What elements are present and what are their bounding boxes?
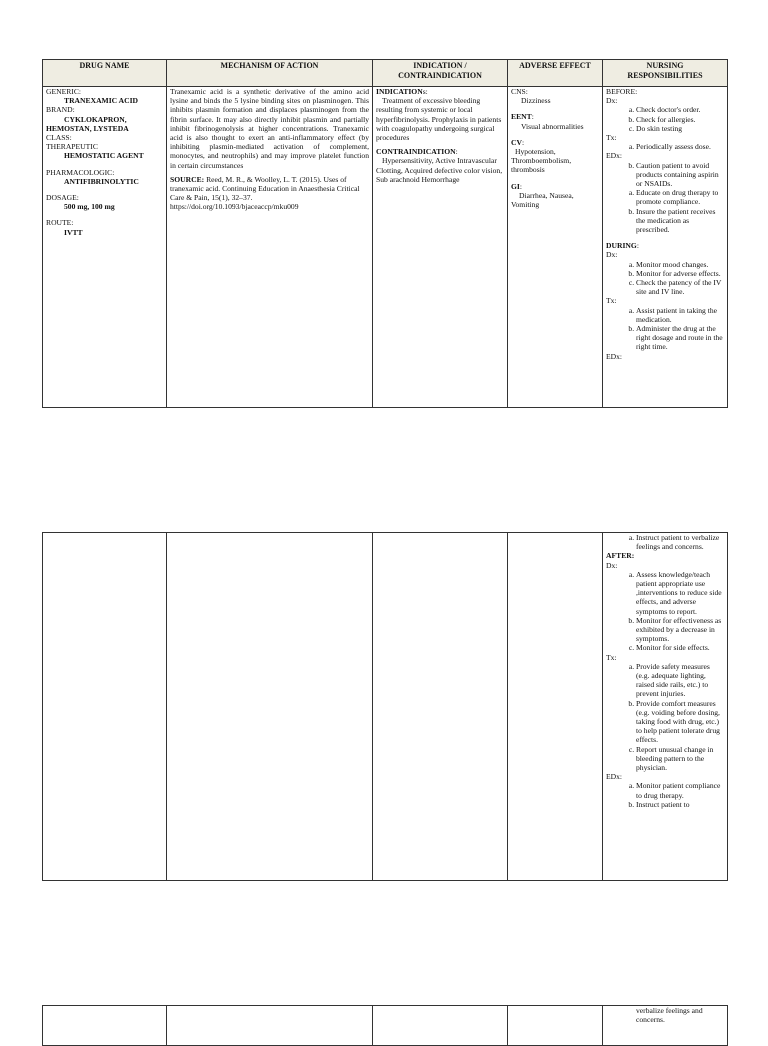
list-item: a. Instruct patient to verbalize feelings and concerns. xyxy=(636,533,724,551)
list-item: b. Caution patient to avoid products containing aspirin or NSAIDs. xyxy=(636,161,724,189)
drug-table-page-1 xyxy=(42,59,728,408)
continued-text-2: concerns. xyxy=(636,1015,665,1025)
after-dx-list xyxy=(606,570,724,653)
cns-effects: Dizziness xyxy=(521,96,551,106)
drug-name-cell-empty xyxy=(43,533,167,881)
before-edx-list xyxy=(606,188,724,234)
before-dx-list xyxy=(606,105,724,133)
contraindication-text: Hypersensitivity, Active Intravascular Clotting, Acquired defective color vision, Sub arachnoid Hemorrhage xyxy=(376,156,503,184)
dosage-label: DOSAGE: xyxy=(46,193,79,203)
list-item: b. Monitor for adverse effects. xyxy=(636,269,724,278)
list-item: b. Provide comfort measures (e.g. voiding before dosing, taking food with drug, etc.) to help patient tolerate drug effects. xyxy=(636,699,724,745)
indication-cell-empty xyxy=(373,533,508,881)
list-item: b. Administer the drug at the right dosage and route in the right time. xyxy=(636,324,724,352)
before-heading: BEFORE: xyxy=(606,87,638,96)
continued-text-1: verbalize feelings and xyxy=(636,1006,703,1015)
edx-continued-list xyxy=(606,533,724,551)
brand-name-1: CYKLOKAPRON, xyxy=(64,114,127,124)
brand-label: BRAND: xyxy=(46,105,75,115)
adverse-effect-cell-empty xyxy=(508,533,603,881)
list-item: c. Check the patency of the IV site and IV line. xyxy=(636,278,724,296)
pharmacologic-label: PHARMACOLOGIC: xyxy=(46,167,115,177)
header-nursing: NURSING RESPONSIBILITIES xyxy=(603,60,728,87)
header-drug-name: DRUG NAME xyxy=(43,60,167,87)
route-value: IVTT xyxy=(64,227,83,237)
pharmacologic-class: ANTIFIBRINOLYTIC xyxy=(64,176,139,186)
indication-heading: INDICATIONs: xyxy=(376,87,428,96)
during-heading: DURING: xyxy=(606,241,639,251)
before-dx-label: Dx: xyxy=(606,96,618,106)
list-item: a. Monitor mood changes. xyxy=(636,260,724,269)
route-label: ROUTE: xyxy=(46,218,74,228)
header-mechanism: MECHANISM OF ACTION xyxy=(167,60,373,87)
before-tx-list xyxy=(606,142,724,151)
list-item: c. Report unusual change in bleeding pattern to the physician. xyxy=(636,745,724,773)
header-indication: INDICATION / CONTRAINDICATION xyxy=(373,60,508,87)
generic-name: TRANEXAMIC ACID xyxy=(64,96,139,106)
cv-label: CV: xyxy=(511,137,525,147)
mechanism-cell-empty xyxy=(167,533,373,881)
adverse-effect-cell-empty xyxy=(508,1006,603,1046)
during-edx-label: EDx: xyxy=(606,351,623,361)
list-item: a. Provide safety measures (e.g. adequate lighting, raised side rails, etc.) to prevent injuries. xyxy=(636,662,724,699)
therapeutic-label: THERAPEUTIC xyxy=(46,142,98,152)
eent-effects: Visual abnormalities xyxy=(521,121,584,131)
drug-table-page-2 xyxy=(42,532,728,881)
mechanism-text: Tranexamic acid is a synthetic derivative of the amino acid lysine and binds the 5 lysine binding sites on plasminogen. This inhibits plasmin formation and displaces plasminogen from the fibrin surface. It may also directly inhibit plasmin and partially inhibit fibrinogenolysis at higher concentrations. Tranexamic acid is also thought to exert an anti-inflammatory effect (by inhibiting plasmin-mediated activation of complement, monocytes, and neutrophils) and may improve platelet function in certain circumstances xyxy=(170,87,369,170)
indication-cell xyxy=(373,87,508,408)
before-edx-list-b xyxy=(606,161,724,189)
cv-effect-3: thrombosis xyxy=(511,165,545,175)
drug-table-page-3 xyxy=(42,1005,728,1046)
list-item: c. Monitor for side effects. xyxy=(636,643,724,652)
indication-cell-empty xyxy=(373,1006,508,1046)
brand-name-2: HEMOSTAN, LYSTEDA xyxy=(46,123,129,133)
list-item: b. Check for allergies. xyxy=(636,115,724,124)
list-item: c. Do skin testing xyxy=(636,124,724,133)
during-dx-list xyxy=(606,260,724,297)
after-tx-label: Tx: xyxy=(606,652,617,662)
gi-label: GI: xyxy=(511,181,522,191)
therapeutic-class: HEMOSTATIC AGENT xyxy=(64,151,144,161)
after-edx-label: EDx: xyxy=(606,772,623,782)
contraindication-heading: CONTRAINDICATION: xyxy=(376,147,458,157)
source-citation: SOURCE: Reed, M. R., & Woolley, L. T. (2015). Uses of tranexamic acid. Continuing Education in Anaesthesia Critical Care & Pain, 15(1), 32–37. https://doi.org/10.1093/bjaceaccp/mku009 xyxy=(170,174,360,212)
mechanism-cell-empty xyxy=(167,1006,373,1046)
list-item: b. Instruct patient to xyxy=(636,800,724,809)
after-heading: AFTER: xyxy=(606,551,635,561)
after-dx-label: Dx: xyxy=(606,560,618,570)
adverse-effect-cell xyxy=(508,87,603,408)
gi-effect-1: Diarrhea, Nausea, xyxy=(519,190,574,200)
eent-label: EENT: xyxy=(511,112,534,122)
gi-effect-2: Vomiting xyxy=(511,200,540,210)
indication-text: Treatment of excessive bleeding resulting from systemic or local hyperfibrinolysis. Prophylaxis in patients with coagulopathy undergoing surgical procedures xyxy=(376,96,502,143)
after-edx-list xyxy=(606,781,724,809)
during-tx-list xyxy=(606,306,724,352)
nursing-cell xyxy=(603,87,728,408)
list-item: a. Check doctor's order. xyxy=(636,105,724,114)
before-edx-label: EDx: xyxy=(606,151,623,161)
list-item: a. Monitor patient compliance to drug therapy. xyxy=(636,781,724,799)
mechanism-cell xyxy=(167,87,373,408)
list-item: b. Monitor for effectiveness as exhibited by a decrease in symptoms. xyxy=(636,616,724,644)
dosage-value: 500 mg, 100 mg xyxy=(64,202,115,212)
class-label: CLASS: xyxy=(46,133,72,143)
list-item: a. Periodically assess dose. xyxy=(636,142,724,151)
cv-effect-1: Hypotension, xyxy=(515,147,556,157)
before-tx-label: Tx: xyxy=(606,133,617,143)
nursing-cell-continued xyxy=(603,1006,728,1046)
list-item: a. Educate on drug therapy to promote compliance. xyxy=(636,188,724,206)
during-tx-label: Tx: xyxy=(606,296,617,306)
during-dx-label: Dx: xyxy=(606,250,618,260)
header-adverse-effect: ADVERSE EFFECT xyxy=(508,60,603,87)
generic-label: GENERIC: xyxy=(46,87,82,96)
drug-name-cell xyxy=(43,87,167,408)
after-tx-list xyxy=(606,662,724,772)
drug-name-cell-empty xyxy=(43,1006,167,1046)
nursing-cell-continued xyxy=(603,533,728,881)
list-item: b. Insure the patient receives the medication as prescribed. xyxy=(636,207,724,235)
list-item: a. Assist patient in taking the medication. xyxy=(636,306,724,324)
list-item: a. Assess knowledge/teach patient appropriate use ,interventions to reduce side effects, and adverse symptoms to report. xyxy=(636,570,724,616)
cv-effect-2: Thromboembolism, xyxy=(511,156,572,166)
cns-label: CNS: xyxy=(511,87,528,96)
